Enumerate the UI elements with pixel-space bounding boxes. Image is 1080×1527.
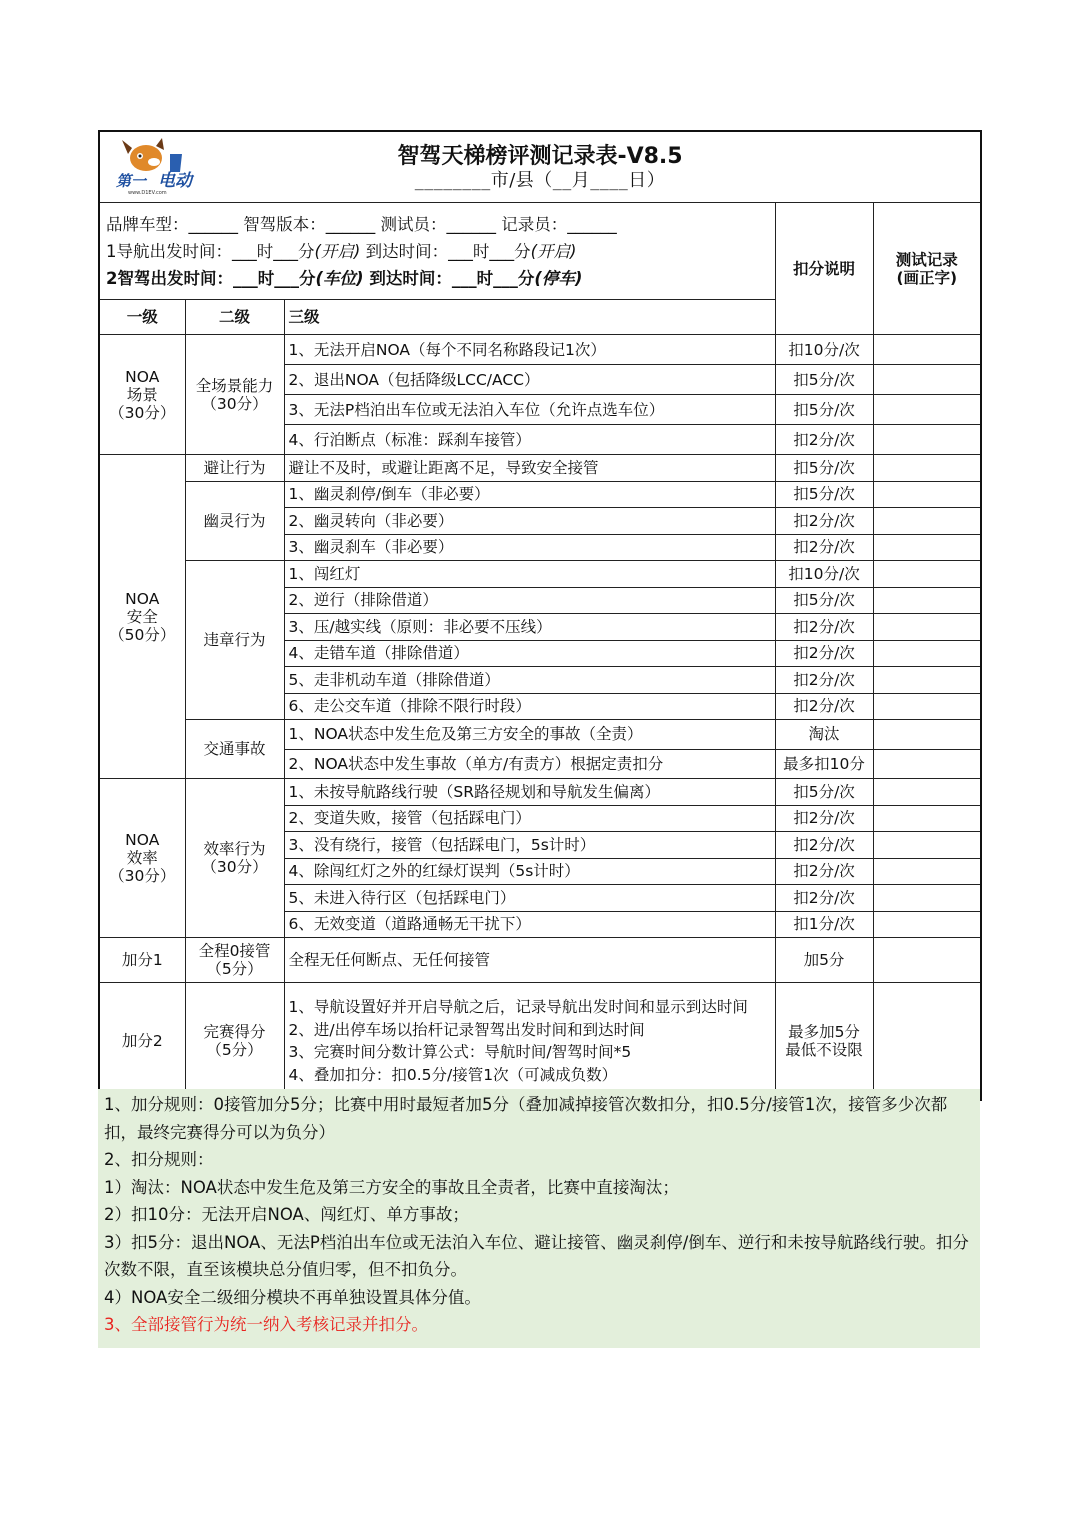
item-record-cell bbox=[873, 534, 981, 561]
info-line-2: 1导航出发时间：___时___分(开启) 到达时间：___时___分(开启) bbox=[106, 241, 577, 261]
item-level3-text: 1、无法开启NOA（每个不同名称路段记1次） bbox=[284, 335, 775, 365]
item-record-cell bbox=[873, 858, 981, 885]
item-deduct: 扣5分/次 bbox=[775, 481, 873, 508]
rules-notes bbox=[98, 1089, 980, 1348]
rule-note-0: 1、加分规则：0接管加分5分；比赛中用时最短者加5分（叠加减掉接管次数扣分，扣0.5分/接管1次，接管多少次都扣，最终完赛得分可以为负分） bbox=[104, 1095, 948, 1142]
item-deduct: 扣1分/次 bbox=[775, 911, 873, 938]
bonus1-deduct: 加5分 bbox=[775, 938, 873, 983]
item-record-cell bbox=[873, 749, 981, 779]
item-deduct: 扣5分/次 bbox=[775, 779, 873, 806]
date-line: ________市/县（__月____日） bbox=[414, 170, 666, 191]
item-record-cell bbox=[873, 885, 981, 912]
item-record-cell bbox=[873, 720, 981, 750]
item-deduct: 扣2分/次 bbox=[775, 858, 873, 885]
item-level3-text: 1、NOA状态中发生危及第三方安全的事故（全责） bbox=[284, 720, 775, 750]
item-record-cell bbox=[873, 693, 981, 720]
rule-note-5: 4）NOA安全二级细分模块不再单独设置具体分值。 bbox=[104, 1287, 481, 1307]
bonus1-text: 全程无任何断点、无任何接管 bbox=[284, 938, 775, 983]
section-level1-label: NOA 安全 （50分） bbox=[99, 455, 185, 779]
group-level2-label: 违章行为 bbox=[185, 561, 284, 720]
item-level3-text: 2、退出NOA（包括降级LCC/ACC） bbox=[284, 365, 775, 395]
bonus1-record-cell bbox=[873, 938, 981, 983]
table-row bbox=[99, 720, 981, 750]
item-record-cell bbox=[873, 561, 981, 588]
item-deduct: 最多扣10分 bbox=[775, 749, 873, 779]
bonus1-level2: 全程0接管 （5分） bbox=[185, 938, 284, 983]
item-deduct: 扣2分/次 bbox=[775, 425, 873, 455]
section-level1-label: NOA 场景 （30分） bbox=[99, 335, 185, 455]
item-record-cell bbox=[873, 587, 981, 614]
bonus2-row bbox=[99, 983, 981, 1101]
item-level3-text: 3、幽灵刹车（非必要） bbox=[284, 534, 775, 561]
item-record-cell bbox=[873, 640, 981, 667]
rule-note-2: 1）淘汰：NOA状态中发生危及第三方安全的事故且全责者，比赛中直接淘汰； bbox=[104, 1177, 679, 1197]
table-row bbox=[99, 335, 981, 365]
item-deduct: 扣10分/次 bbox=[775, 561, 873, 588]
item-deduct: 扣5分/次 bbox=[775, 395, 873, 425]
level3-header: 三级 bbox=[284, 300, 775, 335]
item-level3-text: 避让不及时，或避让距离不足，导致安全接管 bbox=[284, 455, 775, 482]
item-level3-text: 5、未进入待行区（包括踩电门） bbox=[284, 885, 775, 912]
bonus2-deduct: 最多加5分 最低不设限 bbox=[775, 983, 873, 1101]
item-level3-text: 2、逆行（排除借道） bbox=[284, 587, 775, 614]
item-deduct: 扣2分/次 bbox=[775, 667, 873, 694]
item-deduct: 扣5分/次 bbox=[775, 587, 873, 614]
record-header: 测试记录 (画正字) bbox=[873, 203, 981, 335]
item-deduct: 扣2分/次 bbox=[775, 832, 873, 859]
item-deduct: 扣5分/次 bbox=[775, 365, 873, 395]
item-level3-text: 4、除闯红灯之外的红绿灯误判（5s计时） bbox=[284, 858, 775, 885]
rule-note-4: 3）扣5分：退出NOA、无法P档泊出车位或无法泊入车位、避让接管、幽灵刹停/倒车、逆行和未按导航路线行驶。扣分次数不限，直至该模块总分值归零，但不扣负分。 bbox=[104, 1232, 969, 1279]
item-deduct: 扣2分/次 bbox=[775, 508, 873, 535]
group-level2-label: 交通事故 bbox=[185, 720, 284, 779]
item-deduct: 扣2分/次 bbox=[775, 885, 873, 912]
item-deduct: 扣2分/次 bbox=[775, 614, 873, 641]
item-level3-text: 2、变道失败，接管（包括踩电门） bbox=[284, 805, 775, 832]
item-level3-text: 4、走错车道（排除借道） bbox=[284, 640, 775, 667]
item-level3-text: 1、未按导航路线行驶（SR路径规划和导航发生偏离） bbox=[284, 779, 775, 806]
item-record-cell bbox=[873, 395, 981, 425]
mascot-head-icon bbox=[130, 145, 162, 171]
item-record-cell bbox=[873, 481, 981, 508]
group-level2-label: 避让行为 bbox=[185, 455, 284, 482]
level2-header: 二级 bbox=[185, 300, 284, 335]
table-row bbox=[99, 561, 981, 588]
info-line-3: 2智驾出发时间：___时___分(车位) 到达时间：___时___分(停车) bbox=[106, 268, 583, 288]
logo bbox=[110, 136, 210, 196]
table-row bbox=[99, 455, 981, 482]
svg-text:电动: 电动 bbox=[158, 171, 192, 191]
bonus2-line: 2、进/出停车场以抬杆记录智驾出发时间和到达时间 bbox=[288, 1020, 645, 1039]
item-record-cell bbox=[873, 508, 981, 535]
item-level3-text: 3、无法P档泊出车位或无法泊入车位（允许点选车位） bbox=[284, 395, 775, 425]
logo-url-text: www.D1EV.com bbox=[128, 190, 167, 196]
table-row bbox=[99, 779, 981, 806]
evaluation-sheet bbox=[98, 130, 980, 1101]
rule-note-red: 3、全部接管行为统一纳入考核记录并扣分。 bbox=[104, 1315, 428, 1334]
item-record-cell bbox=[873, 425, 981, 455]
item-level3-text: 1、闯红灯 bbox=[284, 561, 775, 588]
group-level2-label: 全场景能力 （30分） bbox=[185, 335, 284, 455]
item-deduct: 扣2分/次 bbox=[775, 640, 873, 667]
info-cell bbox=[99, 203, 775, 300]
item-record-cell bbox=[873, 455, 981, 482]
bonus2-level2: 完赛得分 （5分） bbox=[185, 983, 284, 1101]
bonus2-line: 3、完赛时间分数计算公式：导航时间/智驾时间*5 bbox=[288, 1043, 632, 1061]
bonus1-row bbox=[99, 938, 981, 983]
item-deduct: 扣5分/次 bbox=[775, 455, 873, 482]
item-level3-text: 4、行泊断点（标准：踩刹车接管） bbox=[284, 425, 775, 455]
item-record-cell bbox=[873, 667, 981, 694]
item-record-cell bbox=[873, 614, 981, 641]
rule-note-3: 2）扣10分：无法开启NOA、闯红灯、单方事故； bbox=[104, 1205, 469, 1224]
item-record-cell bbox=[873, 335, 981, 365]
item-record-cell bbox=[873, 805, 981, 832]
item-level3-text: 5、走非机动车道（排除借道） bbox=[284, 667, 775, 694]
item-record-cell bbox=[873, 779, 981, 806]
item-deduct: 扣2分/次 bbox=[775, 805, 873, 832]
item-level3-text: 2、NOA状态中发生事故（单方/有责方）根据定责扣分 bbox=[284, 749, 775, 779]
group-level2-label: 幽灵行为 bbox=[185, 481, 284, 561]
level1-header: 一级 bbox=[99, 300, 185, 335]
item-record-cell bbox=[873, 365, 981, 395]
bonus2-record-cell bbox=[873, 983, 981, 1101]
item-deduct: 淘汰 bbox=[775, 720, 873, 750]
section-level1-label: NOA 效率 （30分） bbox=[99, 779, 185, 938]
item-level3-text: 3、压/越实线（原则：非必要不压线） bbox=[284, 614, 775, 641]
bonus1-level1: 加分1 bbox=[99, 938, 185, 983]
item-deduct: 扣2分/次 bbox=[775, 534, 873, 561]
item-level3-text: 1、幽灵刹停/倒车（非必要） bbox=[284, 481, 775, 508]
item-deduct: 扣2分/次 bbox=[775, 693, 873, 720]
item-level3-text: 6、走公交车道（排除不限行时段） bbox=[284, 693, 775, 720]
rule-note-1: 2、扣分规则： bbox=[104, 1150, 214, 1169]
item-record-cell bbox=[873, 832, 981, 859]
item-deduct: 扣10分/次 bbox=[775, 335, 873, 365]
item-level3-text: 3、没有绕行，接管（包括踩电门，5s计时） bbox=[284, 832, 775, 859]
deduct-header: 扣分说明 bbox=[775, 203, 873, 335]
bonus2-line: 4、叠加扣分：扣0.5分/接管1次（可减成负数） bbox=[288, 1065, 618, 1084]
info-line-1: 品牌车型：______ 智驾版本：______ 测试员：______ 记录员：______ bbox=[106, 214, 617, 234]
group-level2-label: 效率行为 （30分） bbox=[185, 779, 284, 938]
record-table bbox=[98, 130, 982, 1101]
bonus2-line: 1、导航设置好并开启导航之后，记录导航出发时间和显示到达时间 bbox=[288, 998, 748, 1016]
item-level3-text: 2、幽灵转向（非必要） bbox=[284, 508, 775, 535]
page-title: 智驾天梯榜评测记录表-V8.5 bbox=[397, 144, 683, 169]
header-cell bbox=[99, 131, 981, 203]
table-row bbox=[99, 481, 981, 508]
item-record-cell bbox=[873, 911, 981, 938]
logo-text: 第一 bbox=[116, 172, 147, 190]
bonus2-text bbox=[284, 983, 775, 1101]
item-level3-text: 6、无效变道（道路通畅无干扰下） bbox=[284, 911, 775, 938]
bonus2-level1: 加分2 bbox=[99, 983, 185, 1101]
